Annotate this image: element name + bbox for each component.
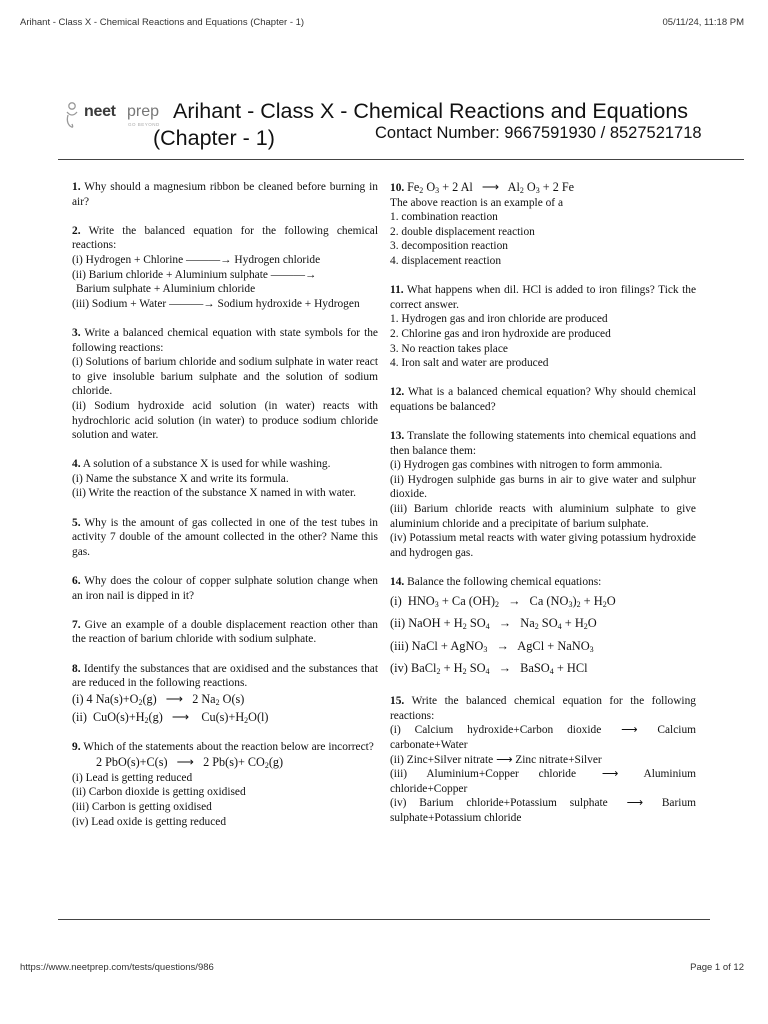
q5-text: Why is the amount of gas collected in one of the test tubes in activity 7 double of the amount collected in the other? Name this gas. bbox=[72, 516, 378, 558]
q1-number: 1. bbox=[72, 181, 81, 193]
question-12 bbox=[390, 385, 696, 414]
logo-prep: prep bbox=[127, 103, 160, 120]
q13-number: 13. bbox=[390, 430, 405, 443]
q13-option-i: (i) Hydrogen gas combines with nitrogen to form ammonia. bbox=[390, 459, 663, 472]
question-15 bbox=[390, 694, 696, 825]
question-4 bbox=[72, 457, 378, 501]
q1-text: Why should a magnesium ribbon be cleaned before burning in air? bbox=[72, 181, 378, 208]
q9-option-iv: (iv) Lead oxide is getting reduced bbox=[72, 815, 227, 828]
header-divider bbox=[58, 159, 744, 160]
question-6 bbox=[72, 574, 378, 603]
q14-number: 14. bbox=[390, 576, 405, 589]
q10-number: 10. bbox=[390, 182, 405, 194]
q10-option-2: 2. double displacement reaction bbox=[390, 225, 535, 238]
question-5 bbox=[72, 516, 378, 560]
right-column bbox=[390, 180, 696, 840]
q4-text: A solution of a substance X is used for while washing. bbox=[82, 458, 331, 471]
q15-iv: (iv) Barium chloride+Potassium sulphate bbox=[390, 797, 608, 810]
q9-number: 9. bbox=[72, 740, 81, 753]
q15-ii: (ii) Zinc+Silver nitrate bbox=[390, 753, 494, 766]
q12-text: What is a balanced chemical equation? Why should chemical equations be balanced? bbox=[390, 386, 696, 413]
q7-text: Give an example of a double displacement reaction other than the reaction of barium chloride with sodium sulphate. bbox=[72, 618, 378, 646]
print-footer-page: Page 1 of 12 bbox=[690, 962, 744, 973]
logo-tagline: GO BEYOND bbox=[128, 122, 160, 127]
q3-text: Write a balanced chemical equation with state symbols for the following reactions: bbox=[72, 326, 378, 354]
q14-text: Balance the following chemical equations: bbox=[407, 576, 602, 589]
q15-number: 15. bbox=[390, 695, 405, 708]
q2-iii: (iii) Sodium + Water bbox=[72, 297, 167, 310]
q15-text: Write the balanced chemical equation for the following reactions: bbox=[390, 695, 696, 722]
q2-ii-product: Barium sulphate + Aluminium chloride bbox=[76, 283, 256, 296]
q15-iv-product: Barium sulphate+Potassium chloride bbox=[390, 797, 696, 824]
question-3 bbox=[72, 326, 378, 443]
q14-equation-i: (i) $HNO_3 + Ca$ $(OH)_2 \to Ca$ $(NO_3)_2 + H_2O$ bbox=[390, 593, 616, 609]
q13-text: Translate the following statements into chemical equations and then balance them: bbox=[390, 430, 696, 457]
document-title-chapter: (Chapter - 1) bbox=[153, 126, 275, 150]
q15-i: (i) Calcium hydroxide+Carbon dioxide bbox=[390, 724, 602, 737]
arrow-icon: ⟶ bbox=[496, 753, 513, 766]
q4-ii: (ii) Write the reaction of the substance X named in with water. bbox=[72, 487, 357, 500]
print-header-title: Arihant - Class X - Chemical Reactions and Equations (Chapter - 1) bbox=[20, 17, 305, 28]
q11-option-3: 3. No reaction takes place bbox=[390, 342, 508, 355]
question-11 bbox=[390, 283, 696, 371]
question-8 bbox=[72, 662, 378, 725]
q2-text: Write the balanced equation for the following chemical reactions: bbox=[72, 224, 378, 252]
print-footer-url: https://www.neetprep.com/tests/questions/986 bbox=[20, 962, 214, 973]
q13-option-iii: (iii) Barium chloride reacts with aluminium sulphate to give aluminium chloride and a precipitate of barium sulphate. bbox=[390, 503, 696, 530]
print-header-datetime: 05/11/24, 11:18 PM bbox=[662, 17, 744, 28]
q10-text: The above reaction is an example of a bbox=[390, 196, 563, 209]
q10-equation: $Fe_2$ $O_3 + 2$ Al ⟶ $Al_2$ $O_3 + 2$ Fe bbox=[407, 180, 575, 195]
q3-number: 3. bbox=[72, 326, 81, 339]
arrow-icon: ⟶ bbox=[626, 797, 643, 810]
q9-option-i: (i) Lead is getting reduced bbox=[72, 771, 193, 784]
q11-number: 11. bbox=[390, 284, 404, 297]
long-arrow-icon: ———→ bbox=[270, 268, 317, 281]
q7-number: 7. bbox=[72, 618, 81, 631]
q12-number: 12. bbox=[390, 386, 405, 399]
long-arrow-icon: ———→ bbox=[186, 253, 232, 266]
q8-text: Identify the substances that are oxidised and the substances that are reduced in the following reactions. bbox=[72, 662, 378, 690]
q8-equation-i: (i) 4 $Na(s)+O_2(g)$ ⟶ 2 $Na_2$ O(s) bbox=[72, 691, 245, 707]
q10-option-3: 3. decomposition reaction bbox=[390, 240, 508, 253]
q9-text: Which of the statements about the reaction below are incorrect? bbox=[83, 740, 374, 753]
q10-option-1: 1. combination reaction bbox=[390, 211, 498, 224]
q4-i: (i) Name the substance X and write its formula. bbox=[72, 472, 289, 485]
long-arrow-icon: ———→ bbox=[169, 297, 215, 310]
q3-i: (i) Solutions of barium chloride and sodium sulphate in water react to give insoluble barium sulphate and the solution of sodium chloride. bbox=[72, 356, 378, 398]
logo-figure-icon bbox=[64, 100, 82, 130]
q13-option-ii: (ii) Hydrogen sulphide gas burns in air to give water and sulphur dioxide. bbox=[390, 473, 696, 501]
q15-iii-product: Aluminium chloride+Copper bbox=[390, 768, 696, 795]
q11-option-4: 4. Iron salt and water are produced bbox=[390, 357, 549, 370]
q3-ii: (ii) Sodium hydroxide acid solution (in water) reacts with hydrochloric acid solution (in water) to produce sodium chloride solution and water. bbox=[72, 399, 378, 442]
contact-number: Contact Number: 9667591930 / 8527521718 bbox=[375, 124, 702, 142]
q14-equation-iv: (iv) BaCl$_2$ + $H_2$ $SO_4$ → BaSO$_4$ + HCl bbox=[390, 661, 588, 677]
question-13 bbox=[390, 429, 696, 560]
document-title: Arihant - Class X - Chemical Reactions and Equations bbox=[173, 99, 689, 123]
q14-equation-iii: (iii) NaCl + AgNO$_3$ → AgCl + NaNO$_3$ bbox=[390, 638, 594, 654]
q15-iii: (iii) Aluminium+Copper chloride bbox=[390, 768, 576, 781]
q11-text: What happens when dil. HCl is added to iron filings? Tick the correct answer. bbox=[390, 284, 696, 311]
q15-ii-product: Zinc nitrate+Silver bbox=[515, 753, 602, 766]
q8-number: 8. bbox=[72, 662, 81, 675]
logo-neet: neet bbox=[84, 103, 116, 120]
question-9 bbox=[72, 740, 378, 830]
question-10 bbox=[390, 180, 696, 269]
q6-number: 6. bbox=[72, 575, 81, 588]
footer-divider bbox=[58, 919, 710, 920]
q2-i-product: Hydrogen chloride bbox=[234, 253, 321, 266]
q2-i: (i) Hydrogen + Chlorine bbox=[72, 253, 184, 266]
q2-number: 2. bbox=[72, 224, 81, 237]
q9-option-iii: (iii) Carbon is getting oxidised bbox=[72, 800, 212, 813]
q8-equation-ii: (ii) $CuO(s)+H_2(g)$ ⟶ $Cu(s)+H_2O(l)$ bbox=[72, 710, 269, 726]
q2-iii-product: Sodium hydroxide + Hydrogen bbox=[217, 297, 360, 310]
question-2 bbox=[72, 224, 378, 312]
q5-number: 5. bbox=[72, 516, 81, 529]
q13-option-iv: (iv) Potassium metal reacts with water giving potassium hydroxide and hydrogen gas. bbox=[390, 532, 696, 559]
q6-text: Why does the colour of copper sulphate solution change when an iron nail is dipped in it? bbox=[72, 575, 378, 602]
arrow-icon: ⟶ bbox=[601, 768, 619, 781]
question-14 bbox=[390, 575, 696, 680]
q4-number: 4. bbox=[72, 458, 81, 471]
q2-ii: (ii) Barium chloride + Aluminium sulphate bbox=[72, 268, 268, 281]
q11-option-2: 2. Chlorine gas and iron hydroxide are produced bbox=[390, 327, 611, 340]
q15-i-product: Calcium carbonate+Water bbox=[390, 724, 696, 751]
q11-option-1: 1. Hydrogen gas and iron chloride are produced bbox=[390, 313, 608, 326]
left-column bbox=[72, 180, 378, 844]
arrow-icon: ⟶ bbox=[621, 724, 638, 737]
q9-equation: 2 PbO(s)+C(s) ⟶ 2 $Pb(s)+ CO_2(g)$ bbox=[96, 755, 284, 771]
q9-option-ii: (ii) Carbon dioxide is getting oxidised bbox=[72, 786, 246, 799]
question-7 bbox=[72, 618, 378, 647]
q14-equation-ii: (ii) NaOH + $H_2$ $SO_4 \to Na_2$ $SO_4 + H_2O$ bbox=[390, 616, 597, 632]
question-1 bbox=[72, 180, 378, 209]
q10-option-4: 4. displacement reaction bbox=[390, 254, 502, 267]
